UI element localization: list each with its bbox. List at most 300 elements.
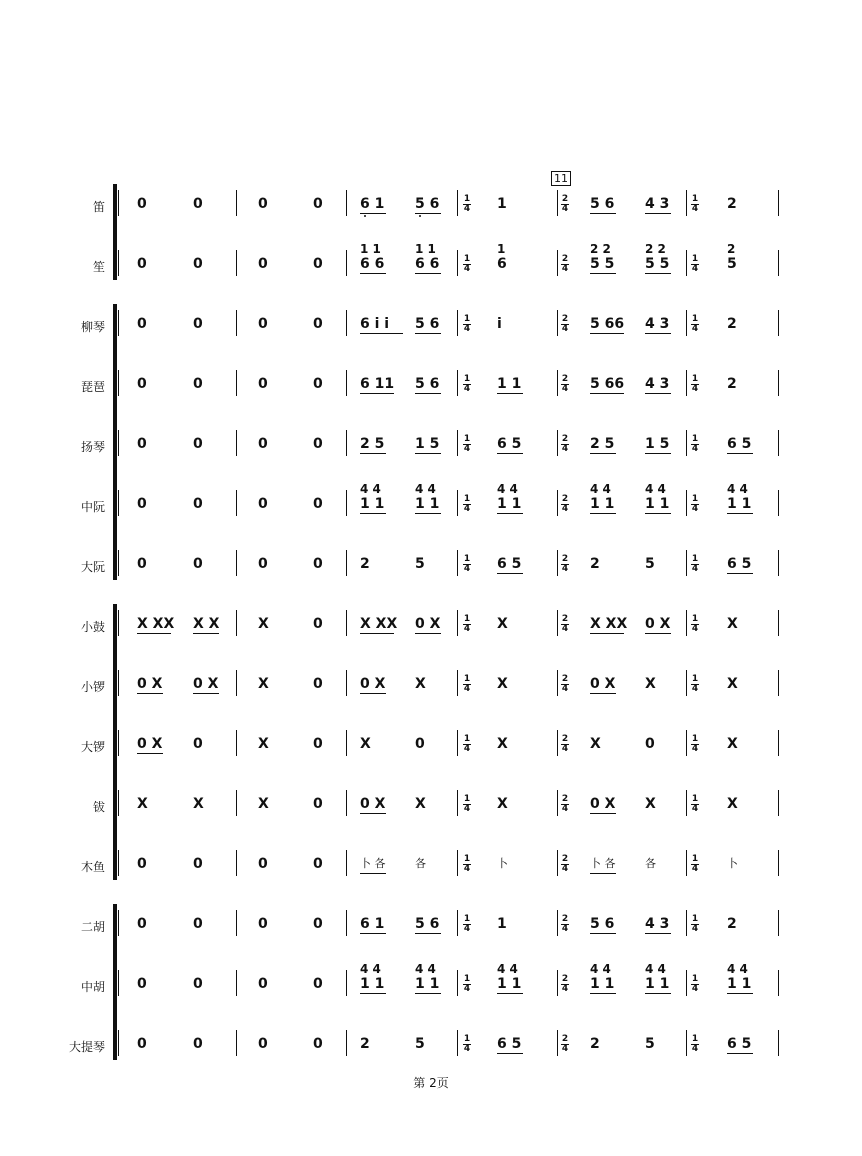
barline	[118, 670, 119, 696]
barline	[118, 370, 119, 396]
time-signature: 1 4	[691, 494, 699, 514]
time-signature: 1 4	[691, 1034, 699, 1054]
note: X XX	[590, 616, 628, 632]
note: X	[727, 676, 738, 692]
barline	[557, 670, 558, 696]
beam-line	[727, 573, 753, 574]
note: 6 6	[360, 256, 385, 272]
note: 1	[497, 916, 507, 932]
barline	[118, 550, 119, 576]
note: 1 1	[415, 496, 440, 512]
note: 0 X	[590, 796, 616, 812]
barline	[778, 430, 779, 456]
note: 5	[727, 256, 737, 272]
upper-note: 2 2	[590, 242, 611, 256]
note: 0	[258, 496, 268, 512]
beam-line	[360, 993, 386, 994]
note: 0	[137, 496, 147, 512]
staff-bracket	[113, 904, 117, 1060]
beam-line	[497, 513, 523, 514]
note: 0	[193, 376, 203, 392]
barline	[346, 1030, 347, 1056]
barline	[236, 970, 237, 996]
note: X	[258, 736, 269, 752]
note: 6 5	[727, 1036, 752, 1052]
time-signature: 2 4	[561, 854, 569, 874]
time-signature: 1 4	[463, 794, 471, 814]
note: 1 5	[645, 436, 670, 452]
note: 0	[258, 1036, 268, 1052]
barline	[236, 190, 237, 216]
barline	[557, 310, 558, 336]
barline	[118, 310, 119, 336]
note: 5 5	[590, 256, 615, 272]
note: X	[258, 676, 269, 692]
note: X	[590, 736, 601, 752]
note: 1 1	[727, 496, 752, 512]
note: 2	[727, 916, 737, 932]
beam-line	[415, 333, 441, 334]
note: 0	[137, 916, 147, 932]
note: 5	[645, 556, 655, 572]
time-signature: 2 4	[561, 914, 569, 934]
beam-line	[415, 993, 441, 994]
beam-line	[360, 813, 386, 814]
barline	[236, 850, 237, 876]
barline	[457, 850, 458, 876]
note: 0	[313, 676, 323, 692]
barline	[457, 670, 458, 696]
beam-line	[590, 873, 616, 874]
barline	[346, 970, 347, 996]
barline	[457, 550, 458, 576]
barline	[778, 1030, 779, 1056]
instrument-label: 中胡	[80, 980, 105, 994]
time-signature: 2 4	[561, 434, 569, 454]
barline	[118, 430, 119, 456]
upper-note: 4 4	[360, 482, 381, 496]
note: 5 66	[590, 376, 625, 392]
beam-line	[360, 633, 394, 634]
note: 2	[360, 1036, 370, 1052]
beam-line	[645, 453, 671, 454]
barline	[346, 550, 347, 576]
beam-line	[415, 273, 441, 274]
barline	[236, 490, 237, 516]
note: 2	[727, 316, 737, 332]
beam-line	[360, 513, 386, 514]
barline	[557, 490, 558, 516]
barline	[346, 610, 347, 636]
note: X X	[193, 616, 220, 632]
beam-line	[645, 333, 671, 334]
time-signature: 2 4	[561, 794, 569, 814]
note: 0	[313, 496, 323, 512]
beam-line	[360, 873, 386, 874]
note: 1 1	[645, 976, 670, 992]
note: 1	[497, 196, 507, 212]
note: X	[258, 616, 269, 632]
note: 0	[193, 1036, 203, 1052]
beam-line	[360, 273, 386, 274]
barline	[778, 670, 779, 696]
barline	[557, 430, 558, 456]
time-signature: 1 4	[691, 914, 699, 934]
barline	[236, 1030, 237, 1056]
barline	[346, 190, 347, 216]
note: X	[193, 796, 204, 812]
note: 0 X	[137, 736, 163, 752]
barline	[118, 1030, 119, 1056]
note: 0	[137, 976, 147, 992]
barline	[778, 490, 779, 516]
upper-note: 4 4	[727, 482, 748, 496]
time-signature: 1 4	[463, 434, 471, 454]
beam-line	[193, 633, 219, 634]
instrument-label: 小鼓	[80, 620, 105, 634]
instrument-label: 笛	[92, 200, 105, 214]
upper-note: 2	[727, 242, 736, 256]
note: 0 X	[193, 676, 219, 692]
beam-line	[590, 513, 616, 514]
note: 0	[193, 496, 203, 512]
note: 0	[313, 1036, 323, 1052]
time-signature: 1 4	[691, 254, 699, 274]
note: 6 5	[497, 436, 522, 452]
note: 0	[193, 316, 203, 332]
note: 0	[137, 316, 147, 332]
barline	[346, 490, 347, 516]
barline	[686, 790, 687, 816]
beam-line	[645, 393, 671, 394]
time-signature: 2 4	[561, 254, 569, 274]
note: 卜 各	[360, 857, 386, 870]
barline	[457, 310, 458, 336]
note: 0	[137, 436, 147, 452]
beam-line	[360, 393, 394, 394]
note: 0 X	[360, 676, 386, 692]
beam-line	[590, 933, 616, 934]
beam-line	[590, 333, 624, 334]
barline	[778, 370, 779, 396]
note: 0	[258, 196, 268, 212]
note: 0 X	[590, 676, 616, 692]
note: X	[415, 676, 426, 692]
note: 0	[137, 556, 147, 572]
time-signature: 2 4	[561, 674, 569, 694]
beam-line	[360, 333, 403, 334]
note: 0	[193, 256, 203, 272]
barline	[457, 730, 458, 756]
upper-note: 4 4	[497, 482, 518, 496]
note: 1 1	[590, 496, 615, 512]
instrument-label: 扬琴	[80, 440, 105, 454]
note: 各	[415, 857, 426, 870]
note: 6 5	[497, 556, 522, 572]
barline	[686, 370, 687, 396]
barline	[118, 730, 119, 756]
upper-note: 1	[497, 242, 506, 256]
note: 5 6	[415, 916, 440, 932]
beam-line	[137, 753, 163, 754]
barline	[778, 190, 779, 216]
barline	[457, 1030, 458, 1056]
note: 0	[193, 556, 203, 572]
time-signature: 1 4	[463, 494, 471, 514]
barline	[686, 550, 687, 576]
barline	[557, 370, 558, 396]
note: 0 X	[645, 616, 671, 632]
instrument-label: 中阮	[80, 500, 105, 514]
beam-line	[645, 993, 671, 994]
note: 0	[137, 1036, 147, 1052]
note: 2 5	[590, 436, 615, 452]
beam-line	[727, 1053, 753, 1054]
note: 0	[193, 916, 203, 932]
upper-note: 4 4	[645, 482, 666, 496]
barline	[236, 610, 237, 636]
beam-line	[645, 273, 671, 274]
barline	[557, 970, 558, 996]
beam-line	[497, 573, 523, 574]
time-signature: 2 4	[561, 314, 569, 334]
beam-line	[193, 693, 219, 694]
barline	[457, 910, 458, 936]
note: 1 1	[497, 976, 522, 992]
barline	[236, 430, 237, 456]
instrument-label: 小锣	[80, 680, 105, 694]
note: X	[415, 796, 426, 812]
barline	[118, 790, 119, 816]
note: 5 6	[590, 916, 615, 932]
note: 0	[313, 316, 323, 332]
note: 0	[313, 256, 323, 272]
barline	[778, 850, 779, 876]
note: 6 5	[727, 436, 752, 452]
instrument-label: 二胡	[80, 920, 105, 934]
note: 6 5	[497, 1036, 522, 1052]
note: 5	[415, 556, 425, 572]
instrument-label: 柳琴	[80, 320, 105, 334]
note: 卜	[727, 857, 738, 870]
barline	[236, 730, 237, 756]
note: 0	[137, 376, 147, 392]
note: 0	[258, 376, 268, 392]
note: 2 5	[360, 436, 385, 452]
note: 0	[137, 196, 147, 212]
note: 5 6	[590, 196, 615, 212]
note: 6 5	[727, 556, 752, 572]
note: 1 1	[360, 496, 385, 512]
barline	[686, 310, 687, 336]
note: 0	[313, 436, 323, 452]
note: 0	[313, 196, 323, 212]
note: 2	[590, 556, 600, 572]
upper-note: 4 4	[415, 962, 436, 976]
upper-note: 2 2	[645, 242, 666, 256]
time-signature: 1 4	[463, 314, 471, 334]
barline	[778, 730, 779, 756]
barline	[236, 310, 237, 336]
staff-bracket	[113, 604, 117, 880]
barline	[346, 850, 347, 876]
note: 1 1	[497, 376, 522, 392]
barline	[346, 310, 347, 336]
barline	[346, 430, 347, 456]
time-signature: 1 4	[691, 374, 699, 394]
beam-line	[415, 633, 441, 634]
note: 0	[258, 556, 268, 572]
beam-line	[590, 273, 616, 274]
barline	[557, 250, 558, 276]
note: 0	[193, 436, 203, 452]
barline	[557, 850, 558, 876]
note: 5 6	[415, 376, 440, 392]
barline	[557, 1030, 558, 1056]
time-signature: 1 4	[691, 794, 699, 814]
beam-line	[727, 993, 753, 994]
barline	[557, 190, 558, 216]
note: 0	[137, 856, 147, 872]
barline	[457, 790, 458, 816]
note: 0	[258, 976, 268, 992]
time-signature: 1 4	[463, 374, 471, 394]
beam-line	[590, 453, 616, 454]
beam-line	[590, 993, 616, 994]
note: X	[497, 676, 508, 692]
barline	[557, 730, 558, 756]
note: 1 1	[497, 496, 522, 512]
note: 0	[258, 316, 268, 332]
barline	[686, 490, 687, 516]
note: 1 1	[360, 976, 385, 992]
beam-line	[590, 813, 616, 814]
barline	[346, 730, 347, 756]
time-signature: 1 4	[463, 1034, 471, 1054]
barline	[346, 910, 347, 936]
beam-line	[137, 693, 163, 694]
upper-note: 4 4	[415, 482, 436, 496]
barline	[346, 670, 347, 696]
barline	[236, 550, 237, 576]
barline	[778, 970, 779, 996]
note: 5 5	[645, 256, 670, 272]
note: 1 1	[727, 976, 752, 992]
note: 2	[727, 376, 737, 392]
barline	[778, 310, 779, 336]
barline	[778, 250, 779, 276]
note: 5 66	[590, 316, 625, 332]
barline	[236, 250, 237, 276]
barline	[686, 910, 687, 936]
note: 0	[193, 196, 203, 212]
time-signature: 2 4	[561, 374, 569, 394]
time-signature: 1 4	[691, 674, 699, 694]
time-signature: 1 4	[691, 614, 699, 634]
barline	[557, 790, 558, 816]
barline	[118, 190, 119, 216]
barline	[557, 910, 558, 936]
barline	[686, 250, 687, 276]
time-signature: 2 4	[561, 194, 569, 214]
note: X	[727, 616, 738, 632]
upper-note: 4 4	[727, 962, 748, 976]
note: X XX	[137, 616, 175, 632]
time-signature: 1 4	[463, 254, 471, 274]
note: 0	[258, 256, 268, 272]
beam-line	[415, 513, 441, 514]
note: 6 i i	[360, 316, 390, 332]
barline	[557, 610, 558, 636]
note: 0	[258, 856, 268, 872]
beam-line	[590, 393, 624, 394]
time-signature: 1 4	[463, 194, 471, 214]
barline	[686, 970, 687, 996]
note: 6	[497, 256, 507, 272]
barline	[457, 250, 458, 276]
note: X	[497, 616, 508, 632]
note: 1 5	[415, 436, 440, 452]
barline	[118, 910, 119, 936]
note: 4 3	[645, 916, 670, 932]
note: 6 6	[415, 256, 440, 272]
instrument-label: 琵琶	[80, 380, 105, 394]
note: 0 X	[415, 616, 441, 632]
note: 卜	[497, 857, 508, 870]
time-signature: 1 4	[463, 614, 471, 634]
beam-line	[497, 993, 523, 994]
note: 2	[360, 556, 370, 572]
page-number: 第 2页	[413, 1076, 449, 1090]
note: 4 3	[645, 316, 670, 332]
upper-note: 4 4	[590, 962, 611, 976]
note: X	[727, 796, 738, 812]
note: 1 1	[645, 496, 670, 512]
note: 1 1	[415, 976, 440, 992]
staff-bracket	[113, 304, 117, 580]
barline	[118, 850, 119, 876]
barline	[686, 1030, 687, 1056]
beam-line	[415, 453, 441, 454]
note: X	[645, 796, 656, 812]
barline	[236, 670, 237, 696]
note: 卜 各	[590, 857, 616, 870]
beam-line	[590, 633, 624, 634]
octave-dot	[419, 215, 421, 217]
note: 0 X	[360, 796, 386, 812]
upper-note: 4 4	[360, 962, 381, 976]
beam-line	[590, 693, 616, 694]
barline	[457, 970, 458, 996]
barline	[686, 430, 687, 456]
upper-note: 4 4	[645, 962, 666, 976]
note: 0	[313, 376, 323, 392]
note: 0	[193, 976, 203, 992]
time-signature: 1 4	[463, 734, 471, 754]
barline	[778, 610, 779, 636]
note: X	[497, 736, 508, 752]
instrument-label: 大锣	[80, 740, 105, 754]
note: 4 3	[645, 376, 670, 392]
note: 2	[727, 196, 737, 212]
rehearsal-mark: 11	[551, 171, 571, 186]
note: X	[258, 796, 269, 812]
upper-note: 4 4	[497, 962, 518, 976]
note: 4 3	[645, 196, 670, 212]
barline	[778, 550, 779, 576]
barline	[778, 790, 779, 816]
note: 0	[313, 856, 323, 872]
